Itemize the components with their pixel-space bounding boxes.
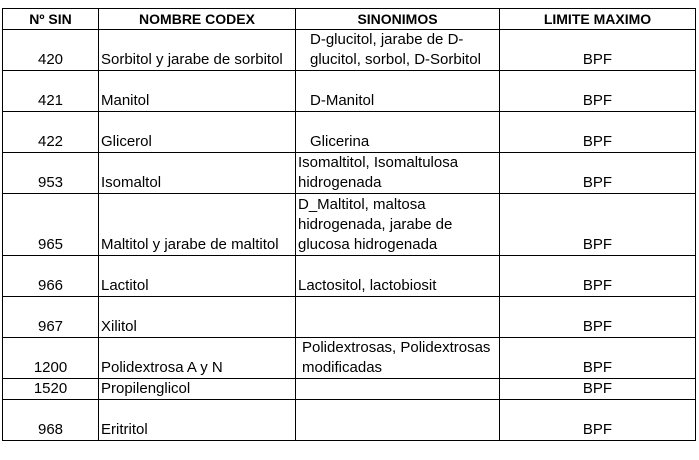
- cell-name: Sorbitol y jarabe de sorbitol: [99, 30, 296, 71]
- table-row: [3, 256, 696, 297]
- cell-limit: BPF: [500, 112, 696, 153]
- table-row: [3, 338, 696, 379]
- cell-limit: BPF: [500, 256, 696, 297]
- cell-sin: 1520: [3, 379, 99, 400]
- cell-sin: 421: [3, 71, 99, 112]
- cell-limit: BPF: [500, 153, 696, 194]
- cell-name: Polidextrosa A y N: [99, 338, 296, 379]
- cell-synonyms: D-glucitol, jarabe de D-glucitol, sorbol, D-Sorbitol: [296, 30, 500, 71]
- cell-limit: BPF: [500, 400, 696, 441]
- cell-synonyms: Lactositol, lactobiosit: [296, 256, 500, 297]
- header-synonyms: SINONIMOS: [296, 9, 500, 30]
- cell-synonyms: [296, 400, 500, 441]
- cell-name: Glicerol: [99, 112, 296, 153]
- cell-synonyms: D-Manitol: [296, 71, 500, 112]
- cell-limit: BPF: [500, 338, 696, 379]
- header-sin: Nº SIN: [3, 9, 99, 30]
- table-row: [3, 194, 696, 256]
- cell-synonyms: Glicerina: [296, 112, 500, 153]
- table-row: [3, 30, 696, 71]
- cell-name: Eritritol: [99, 400, 296, 441]
- cell-sin: 953: [3, 153, 99, 194]
- cell-name: Isomaltol: [99, 153, 296, 194]
- cell-synonyms: D_Maltitol, maltosa hidrogenada, jarabe de glucosa hidrogenada: [296, 194, 500, 256]
- cell-sin: 968: [3, 400, 99, 441]
- header-name: NOMBRE CODEX: [99, 9, 296, 30]
- table-row: [3, 379, 696, 400]
- cell-sin: 965: [3, 194, 99, 256]
- cell-limit: BPF: [500, 297, 696, 338]
- cell-name: Manitol: [99, 71, 296, 112]
- cell-synonyms: [296, 297, 500, 338]
- table-row: [3, 153, 696, 194]
- table-row: [3, 400, 696, 441]
- cell-limit: BPF: [500, 71, 696, 112]
- header-limit: LIMITE MAXIMO: [500, 9, 696, 30]
- header-row: [3, 9, 696, 30]
- cell-limit: BPF: [500, 194, 696, 256]
- cell-limit: BPF: [500, 30, 696, 71]
- cell-name: Maltitol y jarabe de maltitol: [99, 194, 296, 256]
- cell-synonyms: Polidextrosas, Polidextrosas modificadas: [296, 338, 500, 379]
- cell-limit: BPF: [500, 379, 696, 400]
- cell-name: Propilenglicol: [99, 379, 296, 400]
- cell-sin: 966: [3, 256, 99, 297]
- cell-sin: 967: [3, 297, 99, 338]
- cell-sin: 420: [3, 30, 99, 71]
- cell-name: Xilitol: [99, 297, 296, 338]
- cell-synonyms: [296, 379, 500, 400]
- cell-sin: 422: [3, 112, 99, 153]
- table-row: [3, 297, 696, 338]
- cell-sin: 1200: [3, 338, 99, 379]
- table-row: [3, 112, 696, 153]
- additives-table: [2, 8, 696, 441]
- cell-synonyms: Isomaltitol, Isomaltulosa hidrogenada: [296, 153, 500, 194]
- cell-name: Lactitol: [99, 256, 296, 297]
- table-row: [3, 71, 696, 112]
